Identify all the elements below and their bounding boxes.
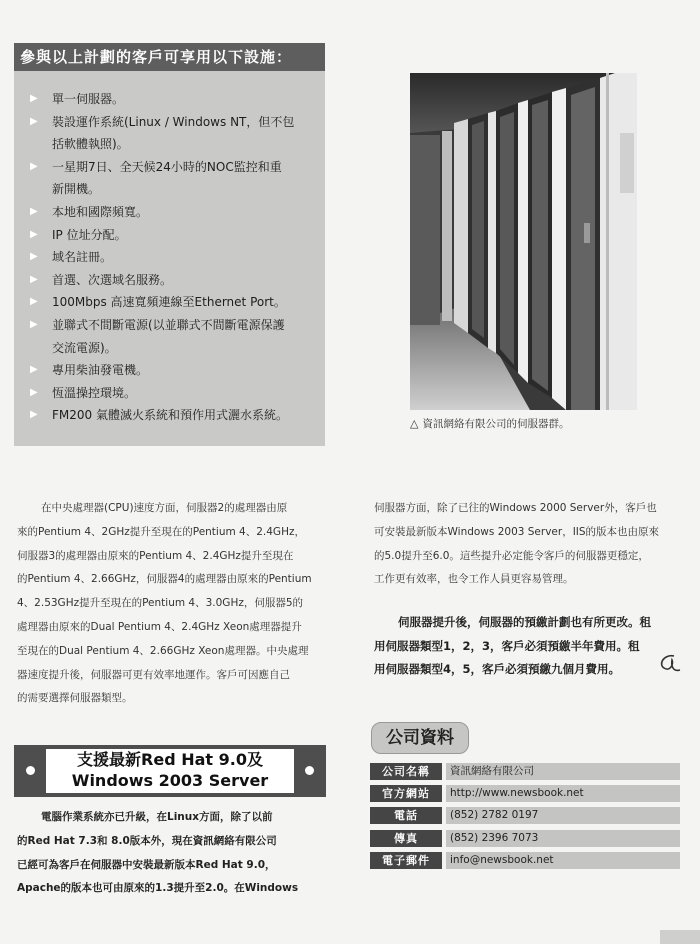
redhat-paragraph: 電腦作業系統亦已升級，在Linux方面，除了以前 的Red Hat 7.3和 8.0版本外，現在資訊網絡有限公司 已經可為客戶在伺服器中安裝最新版本Red Hat 9.0， Apache的版本也可由原來的1.3提升至2.0。在Windows bbox=[17, 811, 299, 895]
list-item: ▶ 裝設運作系統(Linux / Windows NT，但不包 括軟體執照)。 bbox=[20, 111, 320, 156]
phone-row bbox=[370, 807, 680, 824]
triangle-bullet-icon: ▶ bbox=[30, 273, 38, 285]
fax-row bbox=[370, 830, 680, 847]
prepayment-paragraph: 伺服器提升後，伺服器的預繳計劃也有所更改。租 用伺服器類型1，2，3，客戶必須預繳半年費用。租 用伺服器類型4，5，客戶必須預繳九個月費用。 bbox=[374, 615, 651, 676]
triangle-bullet-icon: ▶ bbox=[30, 296, 38, 308]
company-info-title: 公司資料 bbox=[371, 722, 469, 754]
list-item: ▶ 域名註冊。 bbox=[20, 246, 320, 269]
email-row bbox=[370, 852, 680, 869]
triangle-marker-icon: △ bbox=[410, 417, 419, 430]
website-link[interactable]: http://www.newsbook.net bbox=[446, 785, 680, 802]
list-item: ▶ 首選、次選域名服務。 bbox=[20, 269, 320, 292]
triangle-bullet-icon: ▶ bbox=[30, 251, 38, 263]
server-room-photo bbox=[410, 73, 637, 410]
list-item: ▶ 100Mbps 高速寬頻連線至Ethernet Port。 bbox=[20, 291, 320, 314]
triangle-bullet-icon: ▶ bbox=[30, 386, 38, 398]
facilities-title: 參與以上計劃的客戶可享用以下設施： bbox=[14, 43, 325, 71]
list-item: ▶ 並聯式不間斷電源(以並聯式不間斷電源保護 交流電源)。 bbox=[20, 314, 320, 359]
fax-value: (852) 2396 7073 bbox=[446, 830, 680, 847]
list-item: ▶ IP 位址分配。 bbox=[20, 224, 320, 247]
triangle-bullet-icon: ▶ bbox=[30, 205, 38, 217]
company-name-row bbox=[370, 763, 680, 780]
windows-paragraph: 伺服器方面，除了已往的Windows 2000 Server外，客戶也 可安裝最新版本Windows 2003 Server，IIS的版本也由原來 的5.0提升至6.0。這些提升必定能令客戶的伺服器更穩定， 工作更有效率，也令工作人員更容易管理。 bbox=[374, 502, 660, 586]
triangle-bullet-icon: ▶ bbox=[30, 318, 38, 330]
company-name-value: 資訊網絡有限公司 bbox=[446, 763, 680, 780]
list-item: ▶ FM200 氣體滅火系統和預作用式灑水系統。 bbox=[20, 404, 320, 427]
list-item: ▶ 一星期7日、全天候24小時的NOC監控和重 新開機。 bbox=[20, 156, 320, 201]
triangle-bullet-icon: ▶ bbox=[30, 160, 38, 172]
list-item: ▶ 專用柴油發電機。 bbox=[20, 359, 320, 382]
cpu-paragraph: 在中央處理器(CPU)速度方面，伺服器2的處理器由原 來的Pentium 4、2GHz提升至現在的Pentium 4、2.4GHz， 伺服器3的處理器由原來的Pentium 4、2.4GHz提升至現在 的Pentium 4、2.66GHz，伺服器4的處理器由原來的Pentium 4、2.53GHz提升至現在的Pentium 4、3.0GHz，伺服器5的 處理器由原來的Dual Pentium 4、2.4GHz Xeon處理器提升 至現在的Dual Pentium 4、2.66GHz Xeon處理器。中央處理 器速度提升後，伺服器可更有效率地運作。客戶可因應自己 的需要選擇伺服器類型。 bbox=[17, 502, 312, 705]
page-number-tab bbox=[660, 930, 700, 944]
triangle-bullet-icon: ▶ bbox=[30, 409, 38, 421]
triangle-bullet-icon: ▶ bbox=[30, 93, 38, 104]
website-row bbox=[370, 785, 680, 802]
triangle-bullet-icon: ▶ bbox=[30, 228, 38, 240]
triangle-bullet-icon: ▶ bbox=[30, 115, 38, 127]
circle-dot-icon bbox=[26, 766, 35, 775]
photo-caption: △ 資訊網絡有限公司的伺服器群。 bbox=[410, 417, 570, 430]
redhat-heading: 支援最新Red Hat 9.0及 Windows 2003 Server bbox=[46, 749, 294, 793]
email-label: 電子郵件 bbox=[370, 852, 442, 869]
handwritten-mark-icon bbox=[654, 650, 684, 680]
list-item: ▶ 單一伺服器。 bbox=[20, 88, 320, 111]
list-item: ▶ 恆溫操控環境。 bbox=[20, 382, 320, 405]
facilities-list bbox=[20, 88, 320, 427]
list-item: ▶ 本地和國際頻寬。 bbox=[20, 201, 320, 224]
triangle-bullet-icon: ▶ bbox=[30, 364, 38, 376]
phone-label: 電話 bbox=[370, 807, 442, 824]
circle-dot-icon bbox=[305, 766, 314, 775]
fax-label: 傳真 bbox=[370, 830, 442, 847]
phone-value: (852) 2782 0197 bbox=[446, 807, 680, 824]
website-label: 官方網站 bbox=[370, 785, 442, 802]
server-racks-image bbox=[410, 73, 637, 410]
email-link[interactable]: info@newsbook.net bbox=[446, 852, 680, 869]
company-name-label: 公司名稱 bbox=[370, 763, 442, 780]
